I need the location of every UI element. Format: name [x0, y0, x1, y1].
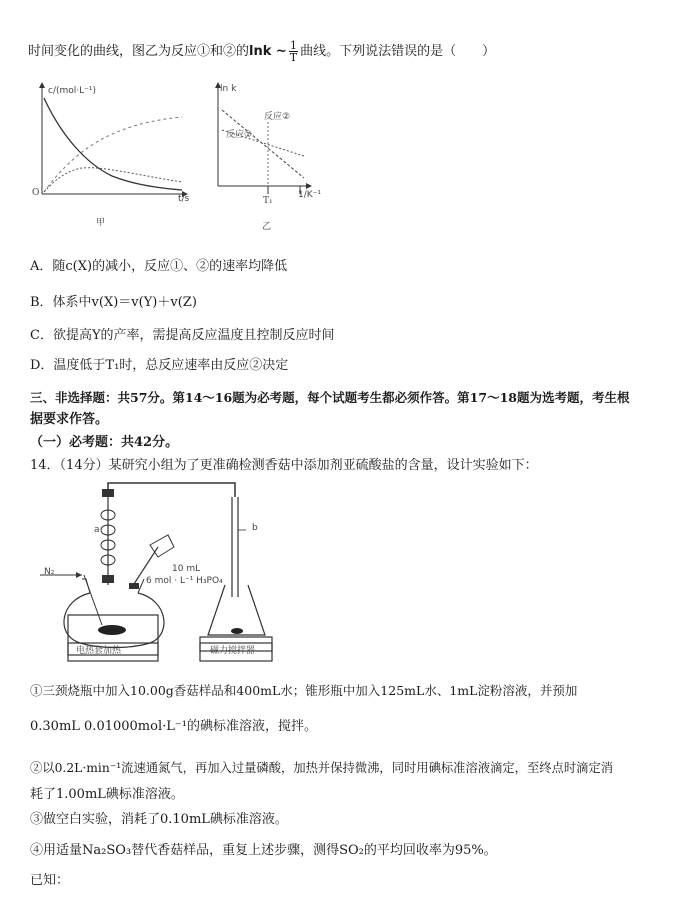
jia-origin-label: O	[32, 188, 40, 198]
fraction-denominator: T	[289, 51, 298, 64]
apparatus-label-h3po4: 6 mol · L⁻¹ H₃PO₄	[146, 576, 223, 586]
step3: ③做空白实验，消耗了0.10mL碘标准溶液。	[30, 812, 288, 827]
yi-y-axis-label: ln k	[220, 84, 237, 94]
jia-caption: 甲	[96, 218, 106, 228]
step1-line1: ①三颈烧瓶中加入10.00g香菇样品和400mL水；锥形瓶中加入125mL水、1mL淀粉溶液，并预加	[30, 683, 578, 698]
apparatus-label-stirrer: 磁力搅拌器	[210, 646, 256, 656]
apparatus-label-n2: N₂	[44, 567, 55, 577]
section3-subheading: （一）必考题：共42分。	[30, 435, 179, 450]
option-b: B．体系中v(X)＝v(Y)＋v(Z)	[30, 295, 197, 310]
step2-line1: ②以0.2L·min⁻¹流速通氮气，再加入过量磷酸，加热并保持微沸，同时用碘标准溶液滴定，至终点时滴定消	[30, 761, 614, 775]
option-d: D．温度低于T₁时，总反应速率由反应②决定	[30, 358, 289, 373]
apparatus-label-b: b	[252, 523, 258, 533]
fraction-numerator: 1	[289, 39, 297, 52]
section3-line1: 三、非选择题：共57分。第14～16题为必考题，每个试题考生都必须作答。第17～18题为选考题，考生根	[30, 390, 630, 405]
intro-line	[28, 40, 495, 63]
apparatus-label-heater: 电热套加热	[76, 646, 122, 656]
option-c: C．欲提高Y的产率，需提高反应温度且控制反应时间	[30, 328, 335, 343]
apparatus-label-a: a	[94, 525, 100, 535]
yi-label-reaction2: 反应②	[264, 112, 291, 122]
intro-text-2: 曲线。下列说法错误的是（ ）	[300, 44, 496, 59]
apparatus-label-10ml: 10 mL	[172, 564, 201, 574]
apparatus-diagram	[40, 475, 290, 665]
step2-line2: 耗了1.00mL碘标准溶液。	[30, 787, 184, 802]
intro-text-1: 时间变化的曲线，图乙为反应①和②的	[28, 44, 250, 59]
section3-line2: 据要求作答。	[30, 412, 109, 427]
jia-x-axis-label: t/s	[178, 194, 190, 204]
step1-line2: 0.30mL 0.01000mol·L⁻¹的碘标准溶液，搅拌。	[30, 719, 317, 734]
option-a: A．随c(X)的减小，反应①、②的速率均降低	[30, 259, 288, 274]
yi-label-reaction1: 反应①	[226, 130, 253, 140]
step4: ④用适量Na₂SO₃替代香菇样品，重复上述步骤，测得SO₂的平均回收率为95%。	[30, 843, 497, 858]
intro-formula: lnk ~	[249, 44, 287, 59]
yi-caption: 乙	[262, 222, 272, 232]
intro-fraction	[289, 40, 298, 63]
known-label: 已知：	[30, 873, 70, 888]
yi-tick-t1: T₁	[263, 196, 273, 206]
jia-y-axis-label: c/(mol·L⁻¹)	[48, 86, 97, 96]
yi-x-axis-label: 1/K⁻¹	[298, 190, 322, 200]
figure-jia-graph	[32, 82, 202, 212]
q14-header: 14．（14分）某研究小组为了更准确检测香菇中添加剂亚硫酸盐的含量，设计实验如下：	[30, 458, 538, 473]
